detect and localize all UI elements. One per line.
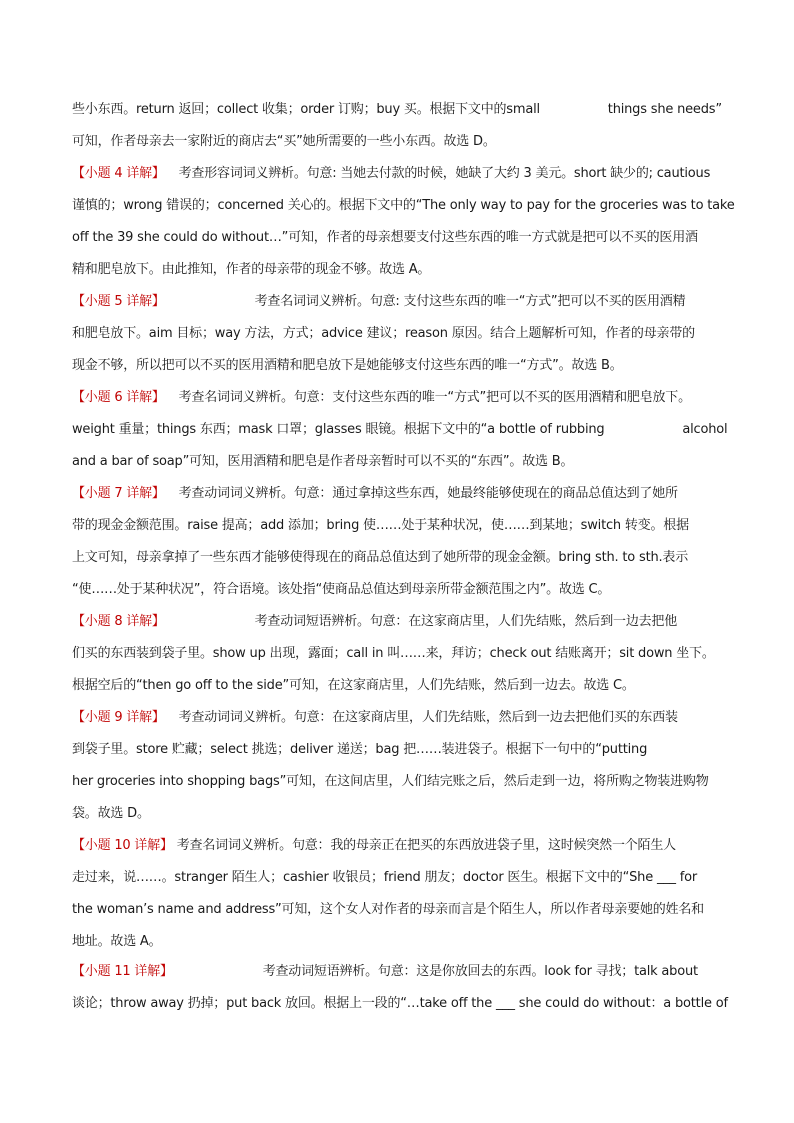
question-tag: 【小题 8 详解】 [72,614,165,629]
text-line: weight 重量；things 东西；mask 口罩；glasses 眼镜。根据下文中的“a bottle of rubbing alcohol [72,422,728,437]
text-line: 精和肥皂放下。由此推知，作者的母亲带的现金不够。故选 A。 [72,262,431,277]
text-line: 些小东西。return 返回；collect 收集；order 订购；buy 买。根据下文中的small things she needs” [72,102,722,117]
question-tag: 【小题 5 详解】 [72,294,165,309]
question-7: 【小题 7 详解】 考查动词词义辨析。句意：通过拿掉这些东西，她最终能够使现在的商品总值达到了她所 [72,486,678,501]
question-6: 【小题 6 详解】 考查名词词义辨析。句意：支付这些东西的唯一“方式”把可以不买的医用酒精和肥皂放下。 [72,390,691,405]
question-4: 【小题 4 详解】 考查形容词词义辨析。句意: 当她去付款的时候，她缺了大约 3 美元。short 缺少的; cautious [72,166,711,181]
text-line: 袋。故选 D。 [72,806,150,821]
text-line: and a bar of soap”可知，医用酒精和肥皂是作者母亲暂时可以不买的“东西”。故选 B。 [72,454,574,469]
text-line: 根据空后的“then go off to the side”可知，在这家商店里，人们先结账，然后到一边去。故选 C。 [72,678,635,693]
question-tag: 【小题 11 详解】 [72,964,173,979]
text-line: the woman’s name and address”可知，这个女人对作者的母亲而言是个陌生人，所以作者母亲要她的姓名和 [72,902,704,917]
question-tag: 【小题 9 详解】 [72,710,165,725]
question-5: 【小题 5 详解】 考查名词词义辨析。句意: 支付这些东西的唯一“方式”把可以不买的医用酒精 [72,294,686,309]
question-11: 【小题 11 详解】 考查动词短语辨析。句意：这是你放回去的东西。look for 寻找；talk about [72,964,698,979]
text-line: 到袋子里。store 贮藏；select 挑选；deliver 递送；bag 把……装进袋子。根据下一句中的“putting [72,742,648,757]
text-line: 们买的东西装到袋子里。show up 出现，露面；call in 叫……来，拜访；check out 结账离开；sit down 坐下。 [72,646,715,661]
text-line: 谈论；throw away 扔掉；put back 放回。根据上一段的“…take off the ___ she could do without：a bottle of [72,996,728,1011]
text-line: “使……处于某种状况”，符合语境。该处指“使商品总值达到母亲所带金额范围之内”。故选 C。 [72,582,611,597]
text-line: 走过来，说……。stranger 陌生人；cashier 收银员；friend 朋友；doctor 医生。根据下文中的“She ___ for [72,870,698,885]
question-8: 【小题 8 详解】 考查动词短语辨析。句意：在这家商店里，人们先结账，然后到一边去把他 [72,614,678,629]
question-tag: 【小题 4 详解】 [72,166,165,181]
question-tag: 【小题 6 详解】 [72,390,165,405]
text-line: off the 39 she could do without…”可知，作者的母亲想要支付这些东西的唯一方式就是把可以不买的医用酒 [72,230,698,245]
question-tag: 【小题 10 详解】 [72,838,173,853]
text-line: 上文可知，母亲拿掉了一些东西才能够使得现在的商品总值达到了她所带的现金金额。bring sth. to sth.表示 [72,550,689,565]
text-line: 谨慎的；wrong 错误的；concerned 关心的。根据下文中的“The only way to pay for the groceries was to take [72,198,735,213]
text-line: 可知，作者母亲去一家附近的商店去“买”她所需要的一些小东西。故选 D。 [72,134,496,149]
question-tag: 【小题 7 详解】 [72,486,165,501]
text-line: 现金不够，所以把可以不买的医用酒精和肥皂放下是她能够支付这些东西的唯一“方式”。故选 B。 [72,358,623,373]
text-line: 和肥皂放下。aim 目标；way 方法，方式；advice 建议；reason 原因。结合上题解析可知，作者的母亲带的 [72,326,695,341]
question-10: 【小题 10 详解】 考查名词词义辨析。句意：我的母亲正在把买的东西放进袋子里，这时候突然一个陌生人 [72,838,676,853]
question-9: 【小题 9 详解】 考查动词词义辨析。句意：在这家商店里，人们先结账，然后到一边去把他们买的东西装 [72,710,678,725]
text-line: 带的现金金额范围。raise 提高；add 添加；bring 使……处于某种状况，使……到某地；switch 转变。根据 [72,518,689,533]
text-line: her groceries into shopping bags”可知，在这间店里，人们结完账之后，然后走到一边，将所购之物装进购物 [72,774,709,789]
text-line: 地址。故选 A。 [72,934,162,949]
